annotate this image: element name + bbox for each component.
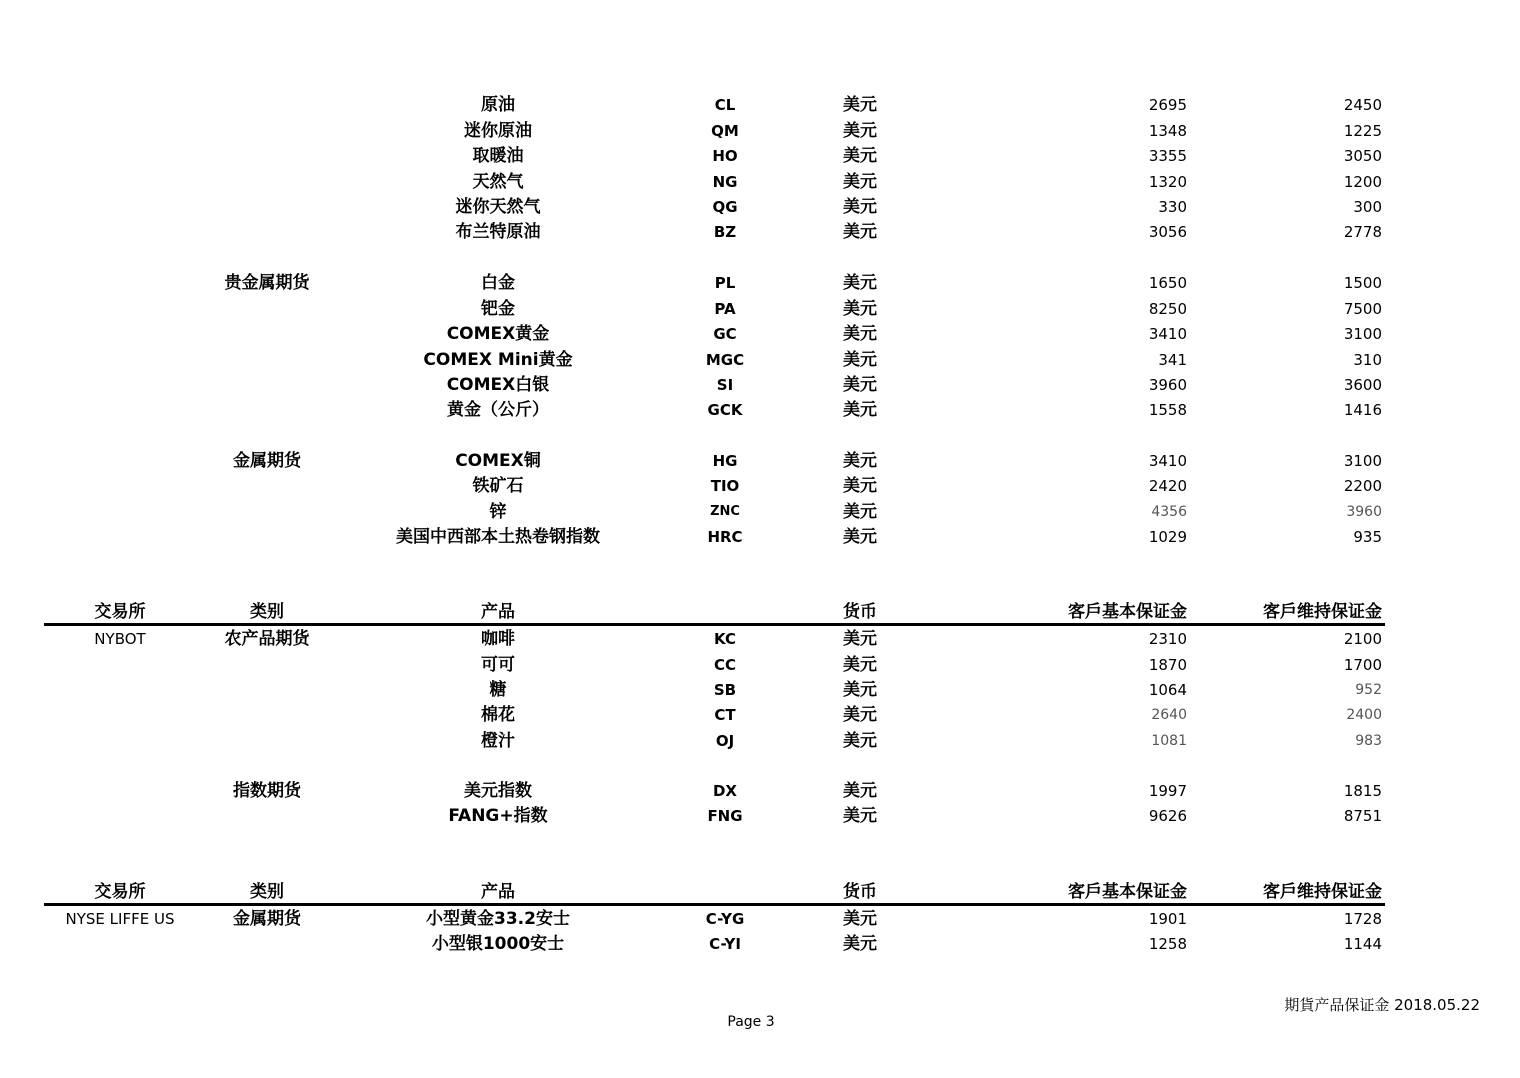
maintenance-margin: 1500 xyxy=(1343,274,1382,292)
table-row xyxy=(0,803,1520,829)
product-name: 小型银1000安士 xyxy=(431,934,565,954)
product-code: CT xyxy=(714,706,736,724)
currency: 美元 xyxy=(843,502,877,522)
product-code: DX xyxy=(712,782,738,800)
currency: 美元 xyxy=(843,806,877,826)
maintenance-margin: 310 xyxy=(1353,351,1382,369)
base-margin: 341 xyxy=(1158,351,1187,369)
currency: 美元 xyxy=(843,222,877,242)
product-name: COMEX黄金 xyxy=(446,324,550,344)
category-label: 农产品期货 xyxy=(224,629,310,649)
product-code: CL xyxy=(714,96,736,114)
maintenance-margin: 2200 xyxy=(1343,477,1382,495)
product-name: 可可 xyxy=(481,655,515,675)
product-code: MGC xyxy=(705,351,745,369)
header-product: 产品 xyxy=(481,602,515,622)
product-code: KC xyxy=(714,630,736,648)
maintenance-margin: 935 xyxy=(1353,528,1382,546)
currency: 美元 xyxy=(843,299,877,319)
maintenance-margin: 8751 xyxy=(1343,807,1382,825)
product-name: 美元指数 xyxy=(464,781,532,801)
maintenance-margin: 2450 xyxy=(1343,96,1382,114)
maintenance-margin: 7500 xyxy=(1343,300,1382,318)
product-name: 黄金（公斤） xyxy=(447,400,549,420)
product-name: 美国中西部本土热卷钢指数 xyxy=(396,527,600,547)
maintenance-margin: 3100 xyxy=(1343,325,1382,343)
product-name: 天然气 xyxy=(472,172,524,192)
product-name: COMEX白银 xyxy=(446,375,550,395)
currency: 美元 xyxy=(843,629,877,649)
table-row xyxy=(0,92,1520,118)
maintenance-margin: 983 xyxy=(1355,733,1382,749)
currency: 美元 xyxy=(843,451,877,471)
maintenance-margin: 3100 xyxy=(1343,452,1382,470)
product-name: 迷你天然气 xyxy=(455,197,541,217)
currency: 美元 xyxy=(843,375,877,395)
base-margin: 1997 xyxy=(1148,782,1187,800)
product-code: HG xyxy=(712,452,738,470)
currency: 美元 xyxy=(843,324,877,344)
currency: 美元 xyxy=(843,705,877,725)
currency: 美元 xyxy=(843,934,877,954)
table-row xyxy=(0,728,1520,754)
table-row xyxy=(0,778,1520,804)
product-name: 钯金 xyxy=(481,299,515,319)
product-code: ZNC xyxy=(710,504,740,519)
product-name: 小型黄金33.2安士 xyxy=(426,909,570,929)
header-exchange: 交易所 xyxy=(94,882,146,902)
table-row xyxy=(0,524,1520,550)
currency: 美元 xyxy=(843,731,877,751)
maintenance-margin: 1225 xyxy=(1343,122,1382,140)
table-row xyxy=(0,677,1520,703)
base-margin: 1064 xyxy=(1148,681,1187,699)
category-label: 金属期货 xyxy=(233,909,301,929)
maintenance-margin: 1200 xyxy=(1343,173,1382,191)
header-category: 类别 xyxy=(250,882,284,902)
product-code: CC xyxy=(713,656,737,674)
base-margin: 8250 xyxy=(1148,300,1187,318)
base-margin: 4356 xyxy=(1151,504,1187,520)
table-row xyxy=(0,473,1520,499)
table-row xyxy=(0,143,1520,169)
product-code: QG xyxy=(712,198,738,216)
maintenance-margin: 2100 xyxy=(1343,630,1382,648)
table-row xyxy=(0,194,1520,220)
maintenance-margin: 1728 xyxy=(1343,910,1382,928)
product-code: PL xyxy=(714,274,736,292)
product-name: 锌 xyxy=(489,502,507,522)
product-code: PA xyxy=(714,300,736,318)
currency: 美元 xyxy=(843,527,877,547)
base-margin: 1901 xyxy=(1148,910,1187,928)
table-row xyxy=(0,118,1520,144)
base-margin: 2420 xyxy=(1148,477,1187,495)
currency: 美元 xyxy=(843,350,877,370)
product-code: HO xyxy=(712,147,738,165)
product-name: 迷你原油 xyxy=(464,121,532,141)
category-label: 指数期货 xyxy=(233,781,301,801)
currency: 美元 xyxy=(843,400,877,420)
table-row xyxy=(0,906,1520,932)
currency: 美元 xyxy=(843,655,877,675)
maintenance-margin: 2778 xyxy=(1343,223,1382,241)
header-base-margin: 客戶基本保证金 xyxy=(1068,882,1187,902)
product-name: 棉花 xyxy=(481,705,515,725)
currency: 美元 xyxy=(843,781,877,801)
base-margin: 330 xyxy=(1158,198,1187,216)
product-name: 布兰特原油 xyxy=(455,222,541,242)
table-row xyxy=(0,372,1520,398)
document-footer-title: 期貨产品保证金 2018.05.22 xyxy=(1284,996,1480,1014)
category-label: 金属期货 xyxy=(233,451,301,471)
base-margin: 9626 xyxy=(1148,807,1187,825)
maintenance-margin: 1144 xyxy=(1343,935,1382,953)
maintenance-margin: 1700 xyxy=(1343,656,1382,674)
base-margin: 3410 xyxy=(1148,325,1187,343)
product-name: 糖 xyxy=(489,680,507,700)
table-header xyxy=(0,879,1520,905)
base-margin: 3410 xyxy=(1148,452,1187,470)
product-name: 原油 xyxy=(481,95,515,115)
maintenance-margin: 2400 xyxy=(1346,707,1382,723)
product-code: BZ xyxy=(713,223,737,241)
base-margin: 2695 xyxy=(1148,96,1187,114)
product-code: NG xyxy=(712,173,738,191)
product-code: TIO xyxy=(710,477,740,495)
base-margin: 1650 xyxy=(1148,274,1187,292)
product-code: QM xyxy=(711,122,739,140)
maintenance-margin: 3960 xyxy=(1346,504,1382,520)
product-code: C-YI xyxy=(709,935,741,953)
table-row xyxy=(0,652,1520,678)
maintenance-margin: 3050 xyxy=(1343,147,1382,165)
product-name: 取暖油 xyxy=(472,146,524,166)
table-header xyxy=(0,599,1520,625)
base-margin: 1029 xyxy=(1148,528,1187,546)
header-exchange: 交易所 xyxy=(94,602,146,622)
base-margin: 1258 xyxy=(1148,935,1187,953)
base-margin: 1348 xyxy=(1148,122,1187,140)
currency: 美元 xyxy=(843,476,877,496)
currency: 美元 xyxy=(843,909,877,929)
header-maintenance-margin: 客戶维持保证金 xyxy=(1263,882,1382,902)
table-row xyxy=(0,397,1520,423)
product-code: GCK xyxy=(707,401,743,419)
product-name: COMEX Mini黄金 xyxy=(423,350,573,370)
category-label: 贵金属期货 xyxy=(224,273,310,293)
currency: 美元 xyxy=(843,197,877,217)
product-name: COMEX铜 xyxy=(455,451,541,471)
table-row xyxy=(0,626,1520,652)
base-margin: 3960 xyxy=(1148,376,1187,394)
table-row xyxy=(0,219,1520,245)
base-margin: 3056 xyxy=(1148,223,1187,241)
product-code: GC xyxy=(713,325,737,343)
base-margin: 1081 xyxy=(1151,733,1187,749)
maintenance-margin: 1815 xyxy=(1343,782,1382,800)
base-margin: 1870 xyxy=(1148,656,1187,674)
currency: 美元 xyxy=(843,680,877,700)
product-code: FNG xyxy=(707,807,743,825)
header-maintenance-margin: 客戶维持保证金 xyxy=(1263,602,1382,622)
table-row xyxy=(0,296,1520,322)
maintenance-margin: 3600 xyxy=(1343,376,1382,394)
exchange-name: NYSE LIFFE US xyxy=(65,910,175,928)
header-currency: 货币 xyxy=(843,882,877,902)
currency: 美元 xyxy=(843,273,877,293)
table-row xyxy=(0,448,1520,474)
exchange-name: NYBOT xyxy=(94,630,146,648)
table-row xyxy=(0,347,1520,373)
maintenance-margin: 300 xyxy=(1353,198,1382,216)
product-code: HRC xyxy=(707,528,743,546)
header-base-margin: 客戶基本保证金 xyxy=(1068,602,1187,622)
product-name: 铁矿石 xyxy=(472,476,524,496)
header-category: 类别 xyxy=(250,602,284,622)
base-margin: 3355 xyxy=(1148,147,1187,165)
table-row xyxy=(0,499,1520,525)
currency: 美元 xyxy=(843,172,877,192)
currency: 美元 xyxy=(843,146,877,166)
base-margin: 1558 xyxy=(1148,401,1187,419)
product-name: 白金 xyxy=(481,273,515,293)
table-row xyxy=(0,931,1520,957)
page-number: Page 3 xyxy=(727,1014,775,1030)
header-product: 产品 xyxy=(481,882,515,902)
table-row xyxy=(0,321,1520,347)
table-row xyxy=(0,702,1520,728)
base-margin: 2310 xyxy=(1148,630,1187,648)
product-code: C-YG xyxy=(705,910,745,928)
currency: 美元 xyxy=(843,95,877,115)
base-margin: 2640 xyxy=(1151,707,1187,723)
product-code: OJ xyxy=(715,732,735,750)
product-name: 咖啡 xyxy=(481,629,515,649)
product-code: SB xyxy=(713,681,737,699)
maintenance-margin: 1416 xyxy=(1343,401,1382,419)
product-name: FANG+指数 xyxy=(448,806,548,826)
currency: 美元 xyxy=(843,121,877,141)
base-margin: 1320 xyxy=(1148,173,1187,191)
product-code: SI xyxy=(716,376,734,394)
table-row xyxy=(0,169,1520,195)
product-name: 橙汁 xyxy=(481,731,515,751)
maintenance-margin: 952 xyxy=(1355,682,1382,698)
table-row xyxy=(0,270,1520,296)
header-currency: 货币 xyxy=(843,602,877,622)
